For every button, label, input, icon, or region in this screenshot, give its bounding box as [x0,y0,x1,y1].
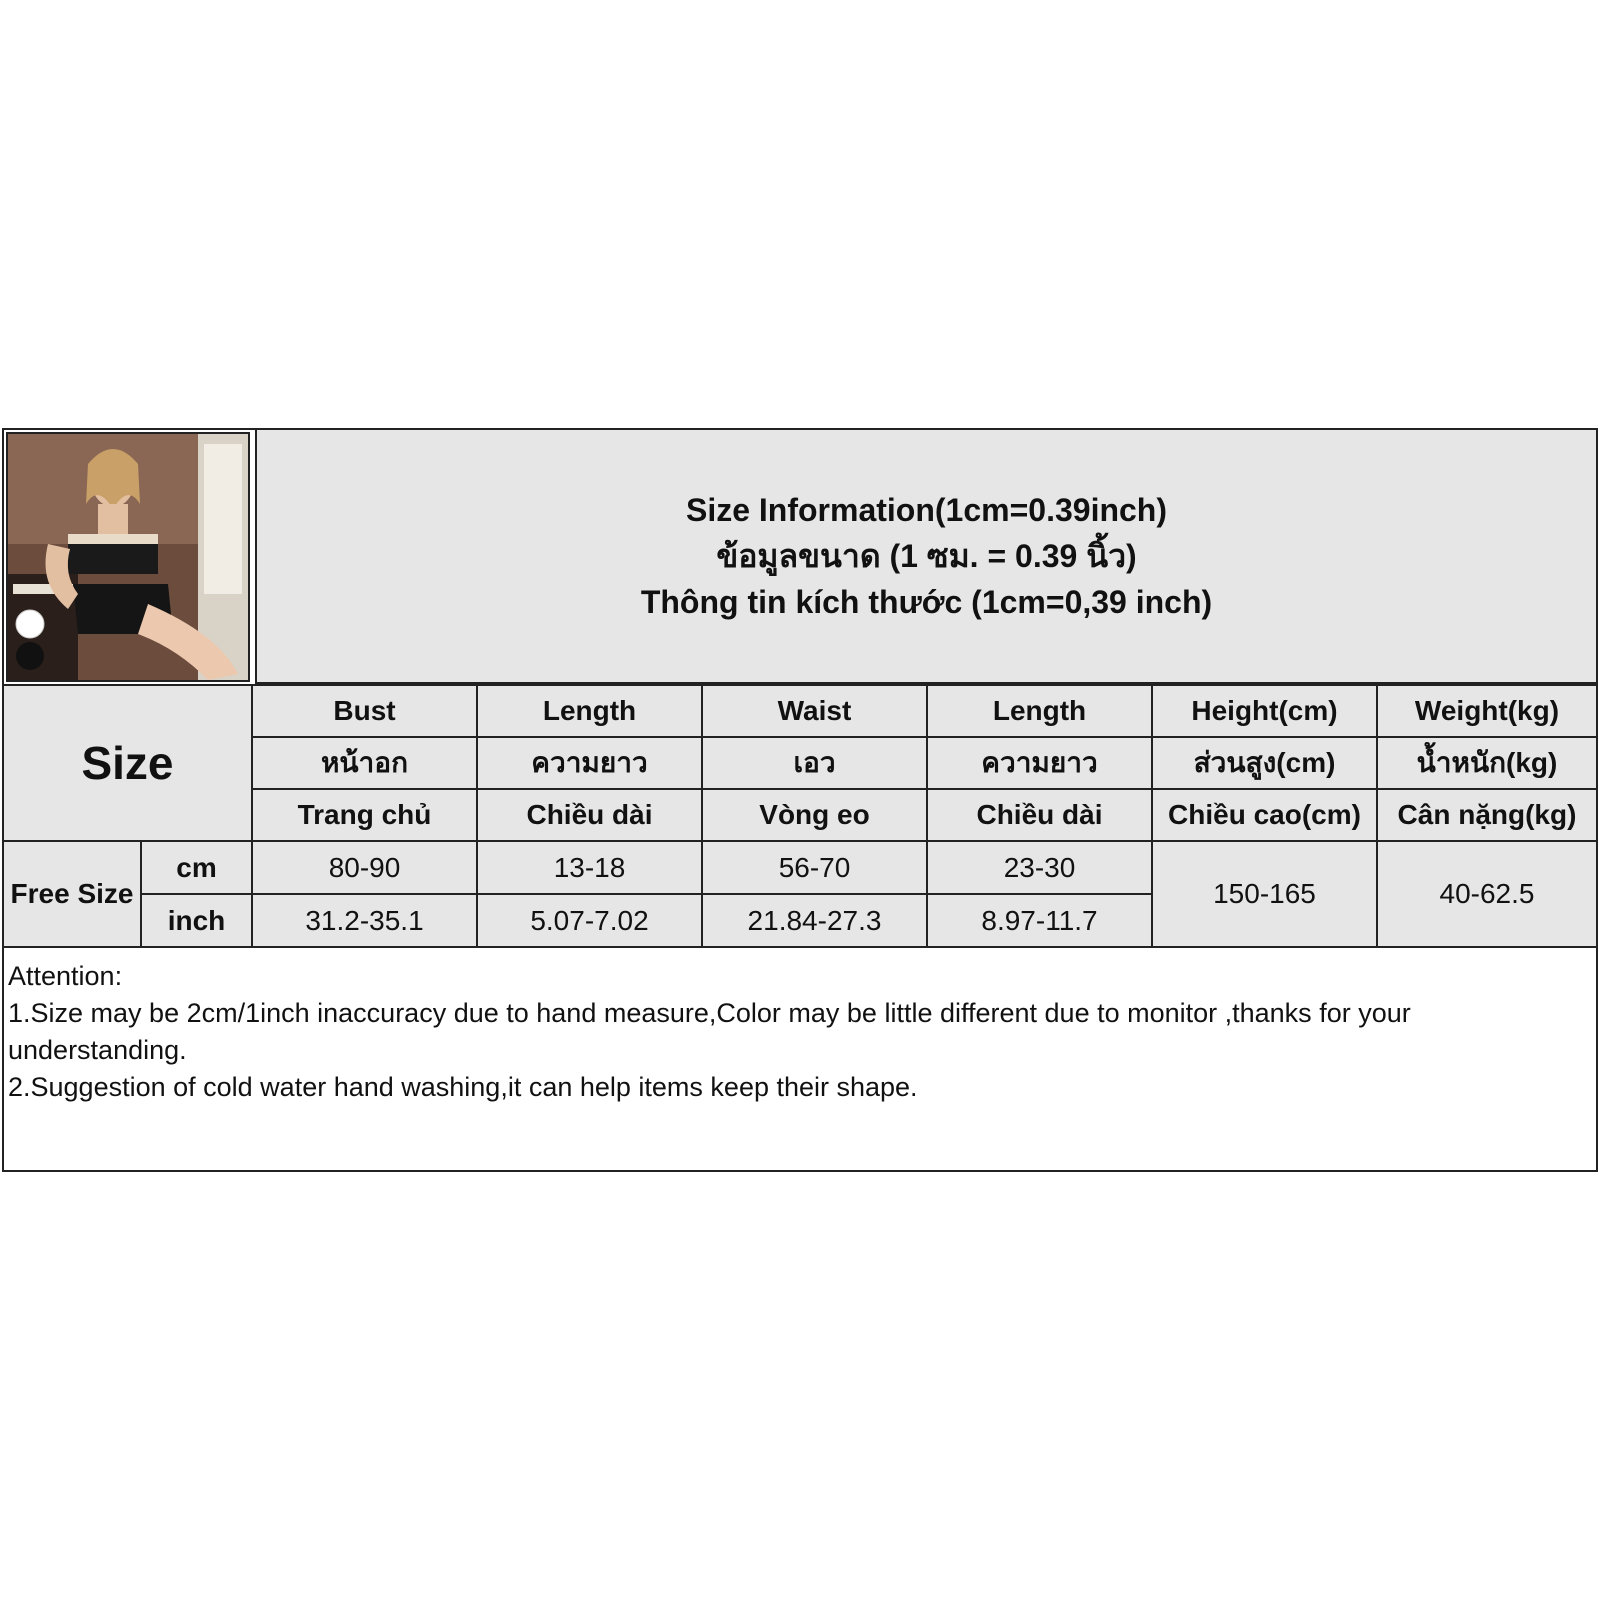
bust-inch: 31.2-35.1 [253,895,478,948]
col-waist-th: เอว [703,738,928,790]
length-inch: 5.07-7.02 [478,895,703,948]
product-photo [6,432,250,682]
col-waist-vi: Vòng eo [703,790,928,842]
size-information-title [255,430,1596,684]
col-length2-vi: Chiều dài [928,790,1153,842]
unit-cm: cm [142,842,253,895]
waist-cm: 56-70 [703,842,928,895]
col-bust-vi: Trang chủ [253,790,478,842]
col-bust-th: หน้าอก [253,738,478,790]
col-weight-en: Weight(kg) [1378,684,1596,738]
col-length-en: Length [478,684,703,738]
title-english: Size Information(1cm=0.39inch) [685,492,1167,528]
col-height-vi: Chiều cao(cm) [1153,790,1378,842]
col-weight-vi: Cân nặng(kg) [1378,790,1596,842]
free-size-label: Free Size [4,842,142,948]
waist-inch: 21.84-27.3 [703,895,928,948]
col-waist-en: Waist [703,684,928,738]
weight-value: 40-62.5 [1378,842,1596,948]
title-thai: ข้อมูลขนาด (1 ซม. = 0.39 นิ้ว) [716,538,1137,574]
col-weight-th: น้ำหนัก(kg) [1378,738,1596,790]
size-chart [2,428,1598,1172]
col-length2-en: Length [928,684,1153,738]
col-height-en: Height(cm) [1153,684,1378,738]
col-bust-en: Bust [253,684,478,738]
size-label: Size [4,684,253,842]
length2-inch: 8.97-11.7 [928,895,1153,948]
length2-cm: 23-30 [928,842,1153,895]
height-value: 150-165 [1153,842,1378,948]
unit-inch: inch [142,895,253,948]
col-length2-th: ความยาว [928,738,1153,790]
col-length-th: ความยาว [478,738,703,790]
notes-line-1: 1.Size may be 2cm/1inch inaccuracy due to hand measure,Color may be little different due to monitor ,thanks for your understanding. [8,998,1419,1065]
col-height-th: ส่วนสูง(cm) [1153,738,1378,790]
product-model-photo-icon [8,434,248,680]
bust-cm: 80-90 [253,842,478,895]
notes-line-2: 2.Suggestion of cold water hand washing,it can help items keep their shape. [8,1072,918,1102]
col-length-vi: Chiều dài [478,790,703,842]
attention-notes [8,958,1588,1106]
title-vietnamese: Thông tin kích thước (1cm=0,39 inch) [640,584,1213,620]
length-cm: 13-18 [478,842,703,895]
notes-heading: Attention: [8,961,123,991]
